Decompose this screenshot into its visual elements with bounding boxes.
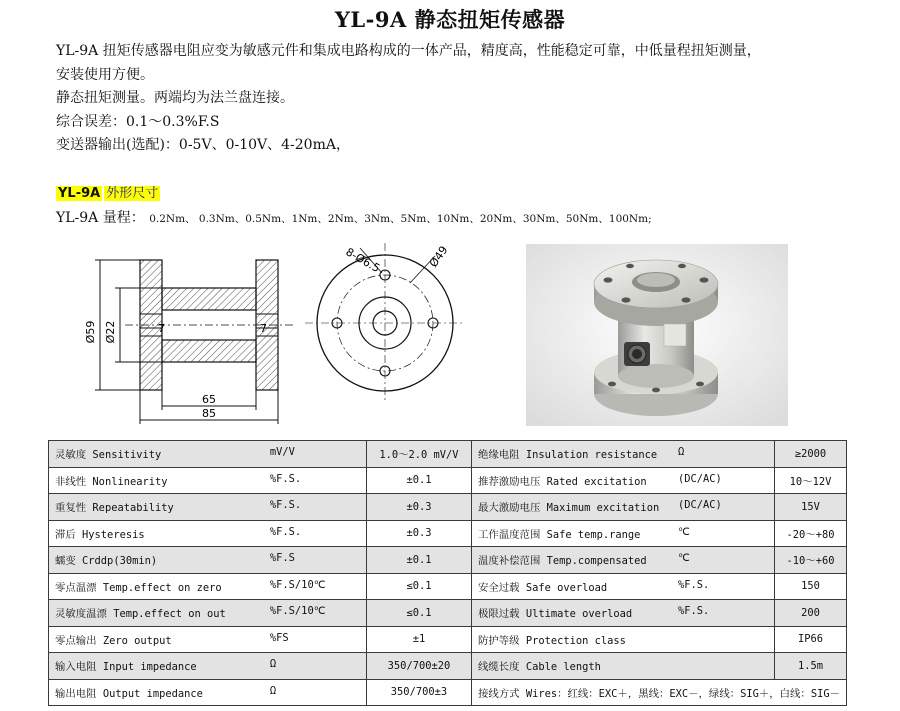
spec-param2-unit: (DC/AC) [678, 472, 722, 485]
dim-holes: 8-Ø6.5 [343, 245, 383, 276]
spec-param2-value: 200 [775, 600, 847, 627]
technical-drawing [70, 228, 490, 433]
spec-param-name: 重复性 Repeatability [55, 502, 174, 515]
spec-param2-value: ≥2000 [775, 441, 847, 468]
intro-text [56, 40, 856, 158]
spec-param2-name: 温度补偿范围 Temp.compensated [478, 555, 647, 568]
dim-left-gap: 7 [158, 322, 165, 335]
spec-param2-unit: ℃ [678, 552, 690, 565]
spec-param-value: ±0.1 [366, 467, 471, 494]
spec-row [49, 600, 847, 627]
spec-param2-unit: ℃ [678, 525, 690, 538]
spec-param2-value: -20～+80 [775, 520, 847, 547]
spec-param2-value: 10～12V [775, 467, 847, 494]
spec-param2-value: -10～+60 [775, 547, 847, 574]
spec-row [49, 547, 847, 574]
spec-param-unit: %F.S [269, 552, 295, 565]
spec-table [48, 440, 847, 706]
spec-param-cell [49, 520, 367, 547]
spec-param2-unit: %F.S. [678, 605, 710, 618]
spec-param-name: 灵敏度 Sensitivity [55, 449, 162, 462]
spec-param-name: 零点温漂 Temp.effect on zero [55, 581, 222, 594]
spec-param2-value: 150 [775, 573, 847, 600]
spec-param-value: ±0.1 [366, 547, 471, 574]
spec-param2-cell [472, 547, 775, 574]
spec-param2-value: 1.5m [775, 653, 847, 680]
spec-param-name: 灵敏度温漂 Temp.effect on out [55, 608, 226, 621]
spec-param-unit: %F.S/10℃ [269, 605, 326, 618]
spec-param2-name: 推荐激励电压 Rated excitation [478, 475, 647, 488]
spec-param2-name: 工作温度范围 Safe temp.range [478, 528, 641, 541]
spec-param2-cell [472, 520, 775, 547]
spec-param-unit: mV/V [269, 446, 295, 459]
spec-param2-name: 线缆长度 Cable length [478, 661, 601, 674]
spec-param-name: 滞后 Hysteresis [55, 528, 145, 541]
spec-param-name: 蠕变 Crddp(30min) [55, 555, 158, 568]
spec-row [49, 573, 847, 600]
intro-line: 静态扭矩测量。两端均为法兰盘连接。 [56, 90, 294, 106]
spec-param2-name: 绝缘电阻 Insulation resistance [478, 449, 658, 462]
spec-param-unit: %FS [269, 631, 289, 644]
spec-param2-cell [472, 467, 775, 494]
spec-param-cell [49, 626, 367, 653]
spec-param-name: 输入电阻 Input impedance [55, 661, 197, 674]
spec-param2-cell [472, 494, 775, 521]
product-photo [526, 244, 788, 426]
spec-param-unit: %F.S. [269, 499, 302, 512]
spec-param-name: 非线性 Nonlinearity [55, 475, 168, 488]
spec-param-unit: %F.S. [269, 525, 302, 538]
spec-param-unit: %F.S/10℃ [269, 578, 326, 591]
spec-param-value: 350/700±20 [366, 653, 471, 680]
spec-row [49, 626, 847, 653]
spec-param-unit: %F.S. [269, 472, 302, 485]
spec-param2-cell [472, 573, 775, 600]
spec-wires-cell: 接线方式 Wires：红线：EXC＋，黑线：EXC－，绿线：SIG＋，白线：SIG－ [472, 679, 847, 706]
spec-param-value: 350/700±3 [366, 679, 471, 706]
spec-param-cell [49, 467, 367, 494]
dimension-label: 外形尺寸 [106, 186, 159, 201]
spec-row [49, 441, 847, 468]
spec-param-value: ≤0.1 [366, 600, 471, 627]
spec-param-cell [49, 494, 367, 521]
spec-param-value: ±1 [366, 626, 471, 653]
spec-param2-unit: (DC/AC) [678, 499, 722, 512]
spec-param2-value: 15V [775, 494, 847, 521]
dim-pcd: Ø49 [426, 243, 451, 270]
spec-param2-unit: Ω [678, 446, 685, 459]
spec-param-cell [49, 547, 367, 574]
spec-row [49, 679, 847, 706]
ranges-label: YL-9A 量程： [56, 210, 145, 226]
spec-param-value: ±0.3 [366, 494, 471, 521]
spec-param2-cell [472, 441, 775, 468]
spec-param2-name: 安全过载 Safe overload [478, 581, 608, 594]
dim-inner-diameter: Ø22 [104, 320, 117, 344]
dimension-heading [56, 182, 160, 201]
spec-row [49, 494, 847, 521]
spec-param-cell [49, 679, 367, 706]
page-title: YL-9A 静态扭矩传感器 [334, 7, 566, 32]
intro-line: 综合误差：0.1～0.3%F.S [56, 113, 220, 130]
spec-param2-unit [678, 632, 768, 647]
dim-outer-diameter: Ø59 [84, 320, 97, 344]
spec-row [49, 520, 847, 547]
spec-param2-cell [472, 600, 775, 627]
intro-line: 变送器输出(选配)：0-5V、0-10V、4-20mA， [56, 137, 350, 153]
spec-param-value: 1.0～2.0 mV/V [366, 441, 471, 468]
spec-param2-name: 极限过载 Ultimate overload [478, 608, 633, 621]
front-view [305, 243, 465, 403]
spec-param-cell [49, 441, 367, 468]
spec-row [49, 653, 847, 680]
ranges-line [56, 207, 652, 227]
spec-param-cell [49, 573, 367, 600]
dim-inner-length: 65 [202, 393, 216, 406]
spec-param-cell [49, 600, 367, 627]
spec-param2-cell [472, 653, 775, 680]
spec-param-value: ±0.3 [366, 520, 471, 547]
spec-row [49, 467, 847, 494]
spec-param2-value: IP66 [775, 626, 847, 653]
model-tag: YL-9A [58, 186, 101, 201]
spec-param2-cell [472, 626, 775, 653]
spec-param2-unit: %F.S. [678, 578, 710, 591]
spec-param-cell [49, 653, 367, 680]
spec-param-name: 零点输出 Zero output [55, 634, 172, 647]
ranges-values: 0.2Nm、 0.3Nm、0.5Nm、1Nm、2Nm、3Nm、5Nm、10Nm、20Nm、30Nm、50Nm、100Nm; [149, 213, 652, 225]
spec-param2-name: 防护等级 Protection class [478, 634, 626, 647]
spec-param-unit: Ω [269, 658, 277, 671]
intro-line: YL-9A 扭矩传感器电阻应变为敏感元件和集成电路构成的一体产品，精度高，性能稳定可靠，中低量程扭矩测量， [56, 43, 761, 59]
dim-right-gap: 7 [260, 322, 267, 335]
spec-param2-name: 最大激励电压 Maximum excitation [478, 502, 660, 515]
dim-total-length: 85 [202, 407, 216, 420]
spec-param2-unit [678, 658, 768, 673]
intro-line: 安装使用方便。 [56, 66, 154, 83]
spec-param-value: ≤0.1 [366, 573, 471, 600]
spec-param-unit: Ω [269, 684, 277, 697]
spec-param-name: 输出电阻 Output impedance [55, 687, 203, 700]
